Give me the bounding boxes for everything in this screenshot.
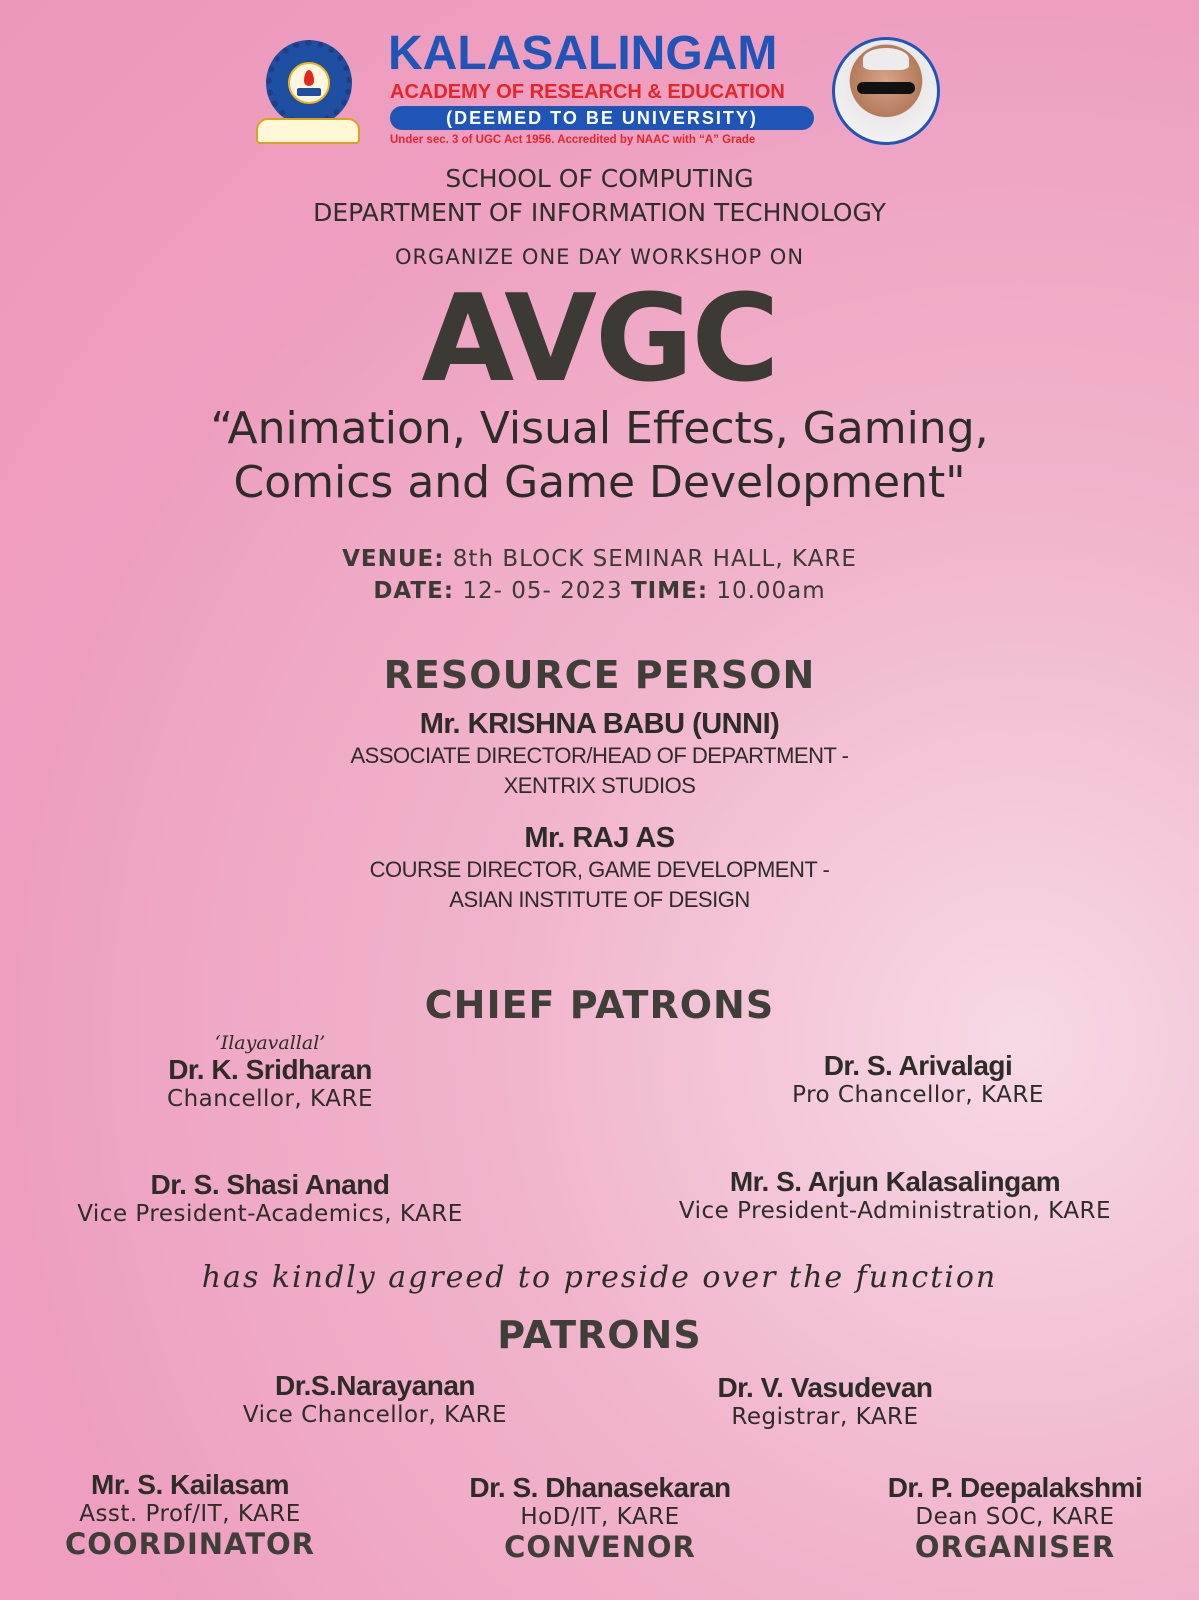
resource-person-name: Mr. KRISHNA BABU (UNNI) [419,708,780,740]
chief-patron-name: Dr. S. Arivalagi [823,1050,1013,1081]
resource-person-role: ASSOCIATE DIRECTOR/HEAD OF DEPARTMENT - [350,743,849,768]
lamp-icon [288,62,330,104]
time-label: TIME: [630,578,709,604]
chief-patron-4 [615,1166,1175,1224]
chief-patron-role: Vice President-Administration, KARE [678,1198,1112,1224]
portrait-hair [863,48,909,70]
organiser-block [835,1472,1195,1564]
chief-patron-3 [20,1169,520,1227]
resource-person-role: COURSE DIRECTOR, GAME DEVELOPMENT - [369,857,830,882]
convenor-block [420,1472,780,1564]
chief-patron-name: Dr. S. Shasi Anand [150,1169,390,1200]
organizer-tag: ORGANISER [914,1530,1116,1564]
university-subtitle: ACADEMY OF RESEARCH & EDUCATION [390,81,785,103]
venue-date-block [0,543,1199,607]
preside-note: has kindly agreed to preside over the function [201,1260,998,1295]
patron-2 [655,1372,995,1430]
date-time-line [0,575,1199,607]
university-name: KALASALINGAM [388,27,778,80]
book-icon [297,88,321,96]
patron-1 [190,1370,560,1428]
sunglasses-icon [857,82,915,94]
organizer-tag: COORDINATOR [64,1527,315,1561]
resource-person-name: Mr. RAJ AS [524,822,675,854]
organizer-role: Dean SOC, KARE [915,1504,1115,1530]
patron-role: Vice Chancellor, KARE [242,1402,508,1428]
workshop-subtitle [0,402,1199,510]
chief-patron-role: Vice President-Academics, KARE [77,1201,463,1227]
workshop-title: AVGC [421,270,778,409]
resource-person-org: ASIAN INSTITUTE OF DESIGN [449,887,750,912]
patron-name: Dr.S.Narayanan [275,1370,475,1401]
founder-portrait [832,37,940,145]
date-value: 12- 05- 2023 [462,578,623,604]
organizer-name: Dr. S. Dhanasekaran [469,1472,731,1503]
department-name: DEPARTMENT OF INFORMATION TECHNOLOGY [313,198,886,227]
chief-patron-1 [90,1032,450,1112]
accreditation-text: Under sec. 3 of UGC Act 1956. Accredited by NAAC with “A” Grade [390,134,756,146]
chief-patron-role: Pro Chancellor, KARE [792,1082,1044,1108]
school-name: SCHOOL OF COMPUTING [445,164,754,193]
organizer-name: Mr. S. Kailasam [91,1469,289,1500]
venue-line [0,543,1199,575]
resource-person-1 [0,708,1199,801]
chief-patron-name: Mr. S. Arjun Kalasalingam [729,1166,1061,1197]
subtitle-line-1: “Animation, Visual Effects, Gaming, [210,403,989,454]
venue-label: VENUE: [342,546,445,572]
organize-line: ORGANIZE ONE DAY WORKSHOP ON [394,245,805,269]
chief-patron-epithet: ‘Ilayavallal’ [214,1032,326,1054]
organizer-tag: CONVENOR [504,1530,696,1564]
chief-patron-name: Dr. K. Sridharan [168,1054,372,1085]
organizer-role: Asst. Prof/IT, KARE [79,1501,301,1527]
flame-icon [304,70,314,86]
resource-person-heading: RESOURCE PERSON [383,653,816,697]
venue-value: 8th BLOCK SEMINAR HALL, KARE [452,546,857,572]
patron-name: Dr. V. Vasudevan [717,1372,933,1403]
chief-patrons-heading: CHIEF PATRONS [424,983,775,1027]
university-seal-icon [266,40,352,126]
patron-role: Registrar, KARE [731,1404,919,1430]
time-value: 10.00am [716,578,826,604]
date-label: DATE: [373,578,455,604]
chief-patron-role: Chancellor, KARE [167,1086,373,1112]
organizer-name: Dr. P. Deepalakshmi [887,1472,1143,1503]
seal-banner [256,118,360,144]
patrons-heading: PATRONS [497,1313,702,1357]
department-block [0,162,1199,230]
chief-patron-2 [718,1050,1118,1108]
subtitle-line-2: Comics and Game Development" [233,457,966,508]
resource-person-org: XENTRIX STUDIOS [503,773,696,798]
organizer-role: HoD/IT, KARE [520,1504,680,1530]
coordinator-block [20,1469,360,1561]
deemed-university-pill: (DEEMED TO BE UNIVERSITY) [390,106,814,130]
resource-person-2 [0,822,1199,915]
